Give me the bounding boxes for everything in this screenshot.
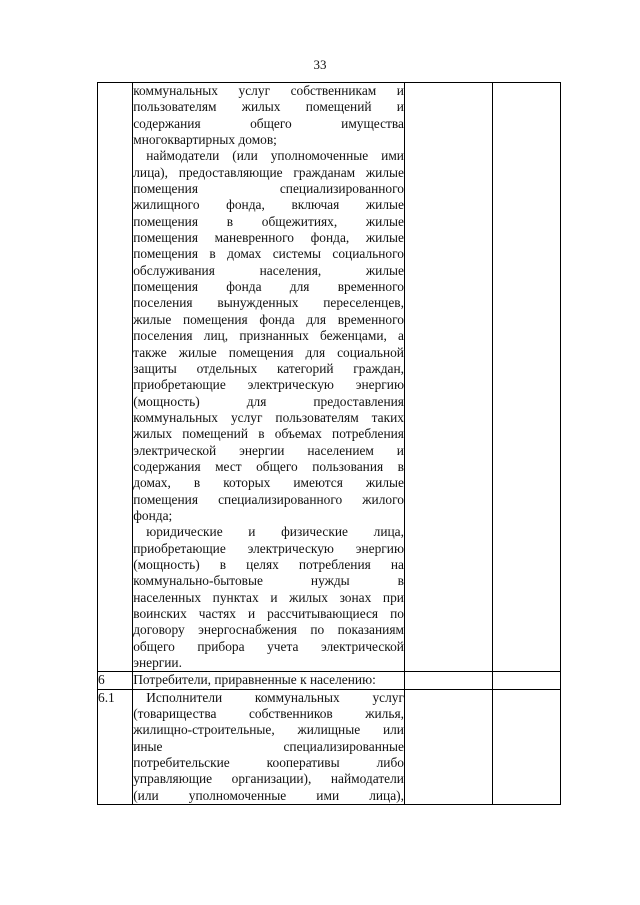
text-line: (или уполномоченные ими лица),	[133, 787, 404, 803]
text-line: поселения лиц, признанных беженцами, а	[133, 328, 404, 344]
page-number: 33	[313, 57, 327, 72]
text-line: обслуживания населения, жилые	[133, 262, 404, 278]
text-line: юридические и физические лица,	[146, 524, 404, 540]
empty-cell	[404, 689, 492, 804]
consumer-description-cell	[133, 83, 405, 672]
text-line: многоквартирных домов;	[133, 132, 277, 148]
text-line: пользователям жилых помещений и	[133, 99, 404, 115]
empty-cell	[492, 672, 560, 689]
text-line: помещения маневренного фонда, жилые	[133, 230, 404, 246]
text-line: коммунальных услуг пользователям таких	[133, 409, 404, 425]
text-line: фонда;	[133, 507, 173, 523]
row-number-cell: 6	[98, 672, 133, 689]
text-line: защиты отдельных категорий граждан,	[133, 360, 404, 376]
text-line: приобретающие электрическую энергию	[133, 377, 404, 393]
text-line: лица), предоставляющие гражданам жилые	[133, 164, 404, 180]
text-line: общего прибора учета электрической	[133, 638, 404, 654]
table-row	[98, 83, 561, 672]
consumer-description-cell	[133, 689, 405, 804]
text-line: помещения в общежитиях, жилые	[133, 213, 404, 229]
text-line: (мощность) в целях потребления на	[133, 556, 404, 572]
row-number-cell	[98, 83, 133, 672]
text-line: жилых помещений в объемах потребления	[133, 426, 404, 442]
text-line: (товарищества собственников жилья,	[133, 706, 404, 722]
table-row	[98, 672, 561, 689]
text-line: наймодатели (или уполномоченные ими	[146, 148, 404, 164]
text-line: жилищного фонда, включая жилые	[133, 197, 404, 213]
empty-cell	[404, 672, 492, 689]
text-line: жилые помещения фонда для временного	[133, 311, 404, 327]
text-line: энергии.	[133, 655, 182, 671]
text-line: домах, в которых имеются жилые	[133, 475, 404, 491]
text-line: договору энергоснабжения по показаниям	[133, 622, 404, 638]
text-line: помещения специализированного жилого	[133, 491, 404, 507]
text-line: электрической энергии населением и	[133, 442, 404, 458]
text-line: управляющие организации), наймодатели	[133, 771, 404, 787]
text-line: коммунально-бытовые нужды в	[133, 573, 404, 589]
tariff-table	[97, 82, 561, 805]
text-line: жилищно-строительные, жилищные или	[133, 722, 404, 738]
text-line: населенных пунктах и жилых зонах при	[133, 589, 404, 605]
text-line: потребительские кооперативы либо	[133, 755, 404, 771]
text-line: иные специализированные	[133, 738, 404, 754]
text-line: поселения вынужденных переселенцев,	[133, 295, 404, 311]
text-line: Потребители, приравненные к населению:	[133, 672, 376, 688]
empty-cell	[492, 689, 560, 804]
text-line: также жилые помещения для социальной	[133, 344, 404, 360]
text-line: коммунальных услуг собственникам и	[133, 83, 404, 98]
text-line: содержания общего имущества	[133, 115, 404, 131]
text-line: приобретающие электрическую энергию	[133, 540, 404, 556]
text-line: Исполнители коммунальных услуг	[146, 689, 404, 705]
row-number-cell: 6.1	[98, 689, 133, 804]
table-row	[98, 689, 561, 804]
text-line: воинских частях и рассчитывающиеся по	[133, 606, 404, 621]
text-line: помещения в домах системы социального	[133, 246, 404, 262]
empty-cell	[492, 83, 560, 672]
text-line: (мощность) для предоставления	[133, 393, 404, 409]
text-line: содержания мест общего пользования в	[133, 458, 404, 474]
consumer-description-cell	[133, 672, 405, 689]
text-line: помещения фонда для временного	[133, 279, 404, 295]
text-line: помещения специализированного	[133, 181, 404, 197]
empty-cell	[404, 83, 492, 672]
